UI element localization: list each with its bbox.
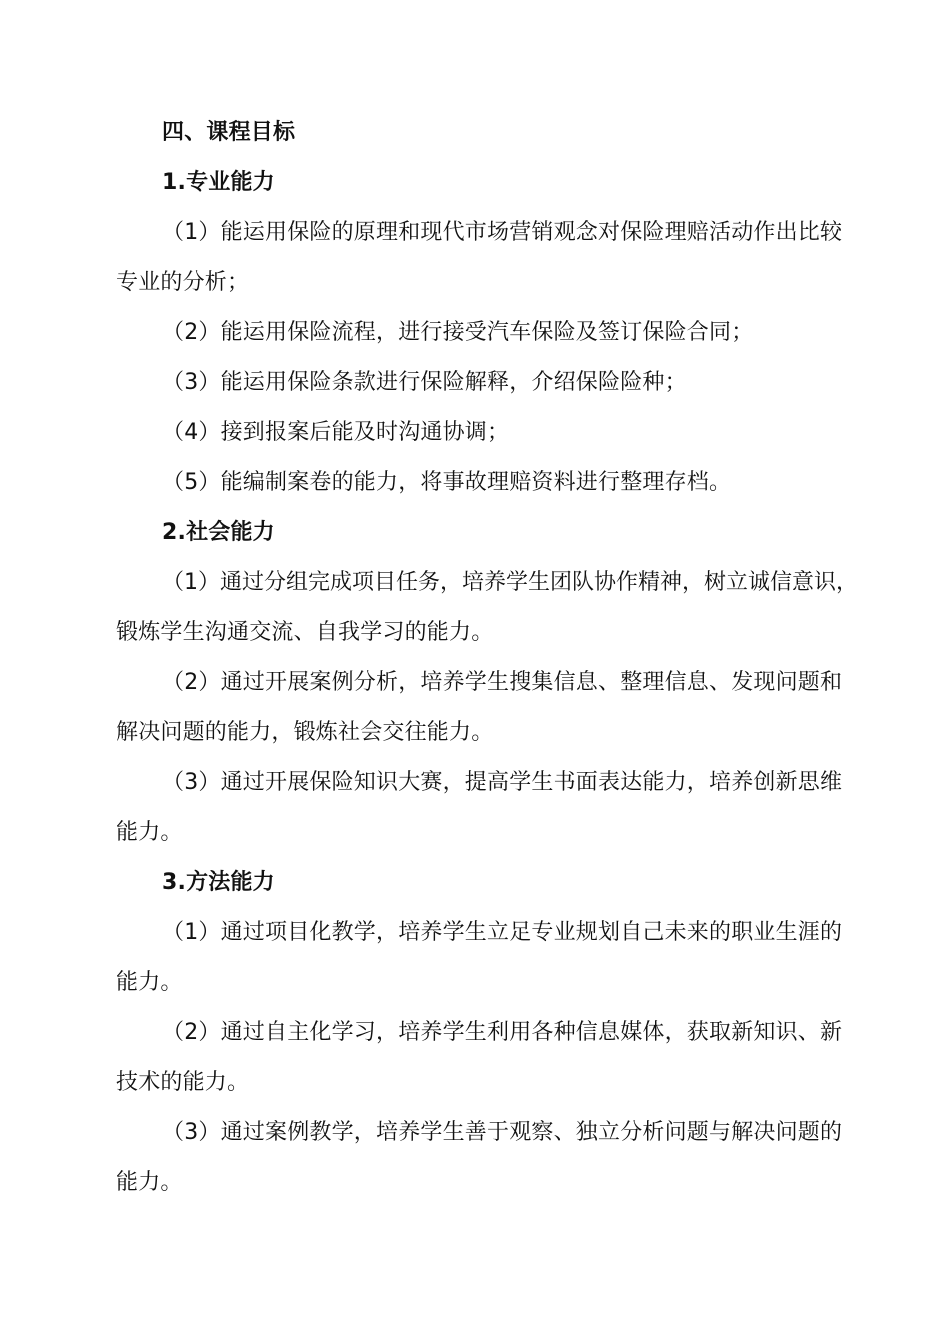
paragraph-line: （3）能运用保险条款进行保险解释，介绍保险险种； bbox=[162, 370, 687, 395]
paragraph-line: 能力。 bbox=[116, 820, 183, 845]
paragraph-line: （3）通过案例教学，培养学生善于观察、独立分析问题与解决问题的 bbox=[162, 1120, 842, 1145]
paragraph-line: （1）能运用保险的原理和现代市场营销观念对保险理赔活动作出比较 bbox=[162, 220, 842, 245]
paragraph-line: 解决问题的能力，锻炼社会交往能力。 bbox=[116, 720, 494, 745]
group-heading-method: 3.方法能力 bbox=[162, 870, 275, 895]
paragraph-line: （2）能运用保险流程，进行接受汽车保险及签订保险合同； bbox=[162, 320, 754, 345]
group-heading-professional: 1.专业能力 bbox=[162, 170, 275, 195]
paragraph-line: 锻炼学生沟通交流、自我学习的能力。 bbox=[116, 620, 494, 645]
paragraph-line: 能力。 bbox=[116, 1170, 183, 1195]
paragraph-line: （5）能编制案卷的能力，将事故理赔资料进行整理存档。 bbox=[162, 470, 732, 495]
paragraph-line: （1）通过分组完成项目任务，培养学生团队协作精神，树立诚信意识， bbox=[162, 570, 858, 595]
paragraph-line: 专业的分析； bbox=[116, 270, 250, 295]
section-title: 四、课程目标 bbox=[162, 120, 296, 145]
paragraph-line: （2）通过自主化学习，培养学生利用各种信息媒体，获取新知识、新 bbox=[162, 1020, 842, 1045]
paragraph-line: （4）接到报案后能及时沟通协调； bbox=[162, 420, 510, 445]
paragraph-line: （3）通过开展保险知识大赛，提高学生书面表达能力，培养创新思维 bbox=[162, 770, 842, 795]
group-heading-social: 2.社会能力 bbox=[162, 520, 275, 545]
paragraph-line: （2）通过开展案例分析，培养学生搜集信息、整理信息、发现问题和 bbox=[162, 670, 842, 695]
paragraph-line: 技术的能力。 bbox=[116, 1070, 250, 1095]
paragraph-line: （1）通过项目化教学，培养学生立足专业规划自己未来的职业生涯的 bbox=[162, 920, 842, 945]
paragraph-line: 能力。 bbox=[116, 970, 183, 995]
document-content bbox=[116, 108, 858, 1208]
